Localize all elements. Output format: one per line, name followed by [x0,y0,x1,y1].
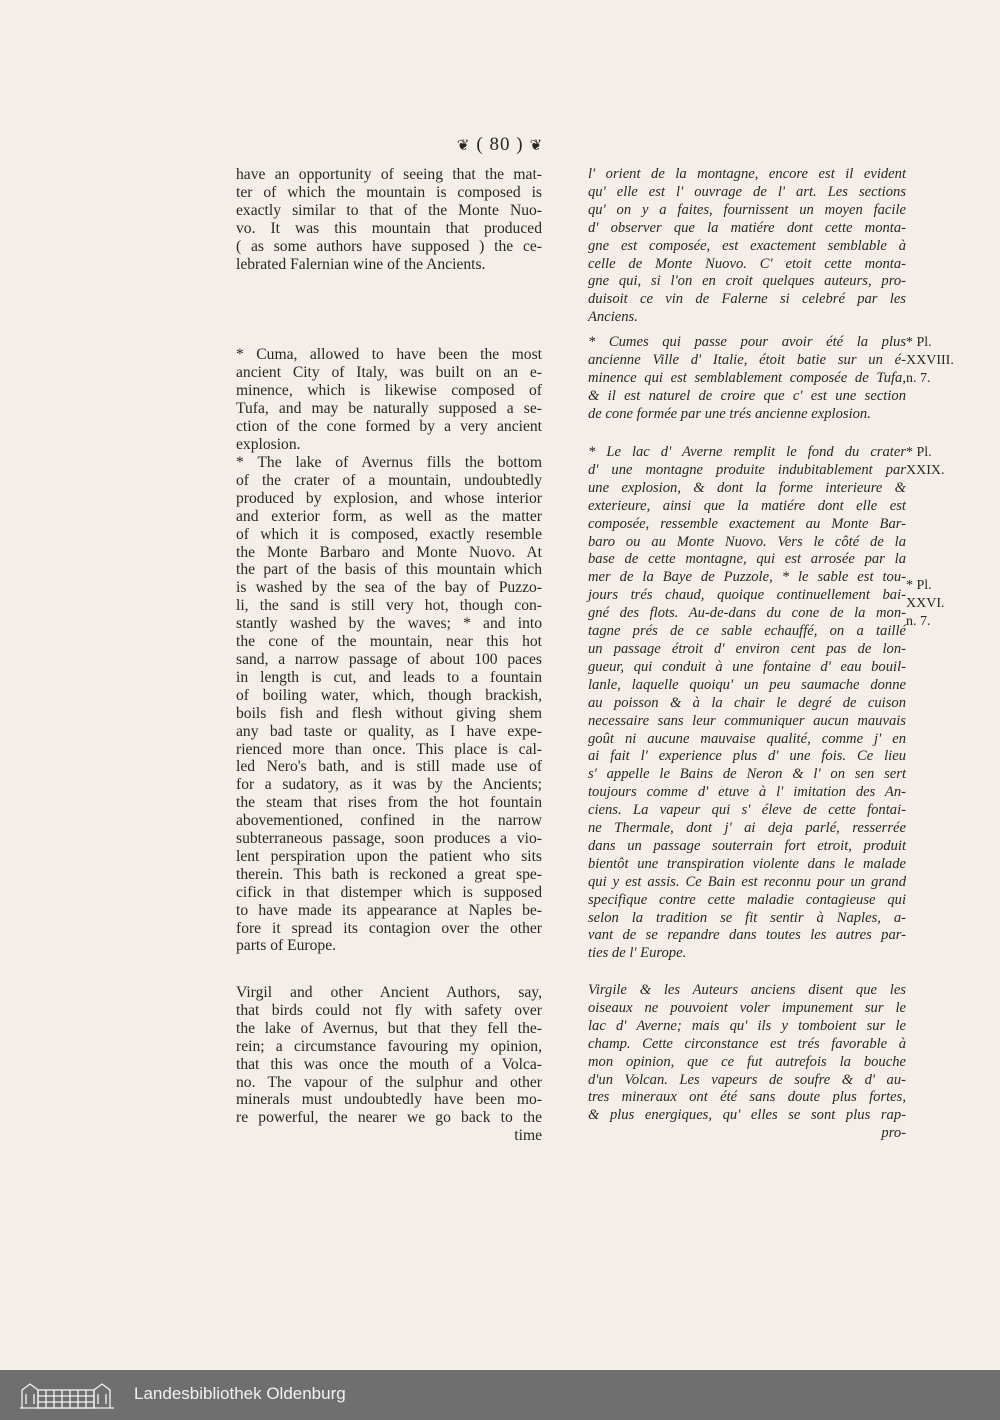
catchword: pro- [881,1125,906,1142]
page-header [0,134,1000,156]
french-paragraph-virgile: Virgile & les Auteurs anciens disent que les oiseaux ne pouvoient voler impunement sur le lac d' Averne; mais qu' ils y tomboient sur le champ. Cette circonstance est trés favorable à mon opinion, que ce fut autrefois la bouche d'un Volcan. Les vapeurs de soufre & d' au- tres mineraux ont été sans doute plus fortes, & plus energiques, qu' elles se sont plus rap- pro- [588,982,906,1142]
library-footer-bar [0,1370,1000,1420]
english-paragraph-avernus: * The lake of Avernus fills the bottom of the crater of a mountain, undoubtedly produced by explosion, and whose interior and exterior form, as well as the matter of which it is composed, exactly resemble the Monte Barbaro and Monte Nuovo. At the part of the basis of this mountain which is washed by the sea of the bay of Puzzo- li, the sand is still very hot, though con- stantly washed by the waves; * and into the cone of the mountain, near this hot sand, a narrow passage of about 100 paces in length is cut, and leads to a fountain of boiling water, which, though brackish, boils fish and flesh without giving shem any bad taste or quality, as I have expe- rienced more than once. This place is cal- led Nero's bath, and is still made use of for a sudatory, as it was by the Ancients; the steam that rises from the hot fountain abovementioned, confined in the narrow subterraneous passage, soon produces a vio- lent perspiration upon the patient who sits therein. This bath is reckoned a great spe- cifick in that distemper which is supposed to have made its appearance at Naples be- fore it spread its contagion over the other parts of Europe. [236,454,542,955]
margin-note-plate-xxix: * Pl. XXIX. [906,445,945,478]
margin-note-plate-xxviii: * Pl. XXVIII. n. 7. [906,335,954,386]
library-building-icon [18,1378,118,1412]
ornament-left-icon: ❦ [456,138,471,154]
catchword: time [514,1127,542,1145]
english-paragraph-cuma: * Cuma, allowed to have been the most ancient City of Italy, was built on an e- minence, which is likewise composed of Tufa, and may be naturally supposed a se- ction of the cone formed by a very ancient explosion. [236,346,542,453]
french-paragraph-cumes: * Cumes qui passe pour avoir été la plus ancienne Ville d' Italie, étoit batie sur un é- minence qui est semblablement composée de Tufa, & il est naturel de croire que c' est une section de cone formée par une trés ancienne explosion. [588,334,906,422]
ornament-right-icon: ❦ [529,138,544,154]
library-name: Landesbibliothek Oldenburg [134,1384,346,1403]
french-paragraph-1: l' orient de la montagne, encore est il evident qu' elle est l' ouvrage de l' art. Les sections qu' on y a faites, fournissent un moyen facile d' observer que la matiére dont cette monta- gne est composée, est exactement semblable à celle de Monte Nuovo. C' etoit cette monta- gne qui, si l'on en croit quelques auteurs, pro- duisoit ce vin de Falerne si celebré par les Anciens. [588,166,906,326]
french-paragraph-averne: * Le lac d' Averne remplit le fond du crater d' une montagne produite indubitablement par une explosion, & dont la forme interieure & exterieure, ainsi que la matiére dont elle est composée, ressemble exactement au Monte Bar- baro ou au Monte Nuovo. Vers le côté de la base de cette montagne, qui est arrosée par la mer de la Baye de Puzzole, * le sable est tou- jours trés chaud, quoique continuellement bai- gné des flots. Au-de-dans du cone de la mon- tagne prés de ce sable echauffé, on a taillé un passage étroit d' environ cent pas de lon- gueur, qui conduit à une fontaine d' eau bouil- lanle, laquelle quoiqu' un peu saumache donne au poisson & à la chair le degré de cuison necessaire sans leur communiquer aucun mauvais goût ni aucune mauvaise qualité, comme j' en ai fait l' experience plus d' une fois. Ce lieu s' appelle le Bains de Neron & l' on sen sert toujours comme d' etuve à l' imitation des An- ciens. La vapeur qui s' éleve de cette fontai- ne Thermale, dont j' ai deja parlé, resserrée dans un passage souterrain fort etroit, produit bientôt une transpiration violente dans le malade qui y est assis. Ce Bain est reconnu pour un grand specifique contre cette maladie contagieuse qui selon la tradition se fit sentir à Naples, a- vant de se repandre dans toutes les autres par- ties de l' Europe. [588,444,906,962]
margin-note-plate-xxvi: * Pl. XXVI. n. 7. [906,578,945,629]
english-paragraph-1: have an opportunity of seeing that the mat- ter of which the mountain is composed is exactly similar to that of the Monte Nuo- vo. It was this mountain that produced ( as some authors have supposed ) the ce- lebrated Falernian wine of the Ancients. [236,166,542,273]
english-paragraph-virgil: Virgil and other Ancient Authors, say, that birds could not fly with safety over the lake of Avernus, but that they fell the- rein; a circumstance favouring my opinion, that this was once the mouth of a Volca- no. The vapour of the sulphur and other minerals must undoubtedly have been mo- re powerful, the nearer we go back to the time [236,984,542,1145]
page-number: ( 80 ) [476,134,524,155]
